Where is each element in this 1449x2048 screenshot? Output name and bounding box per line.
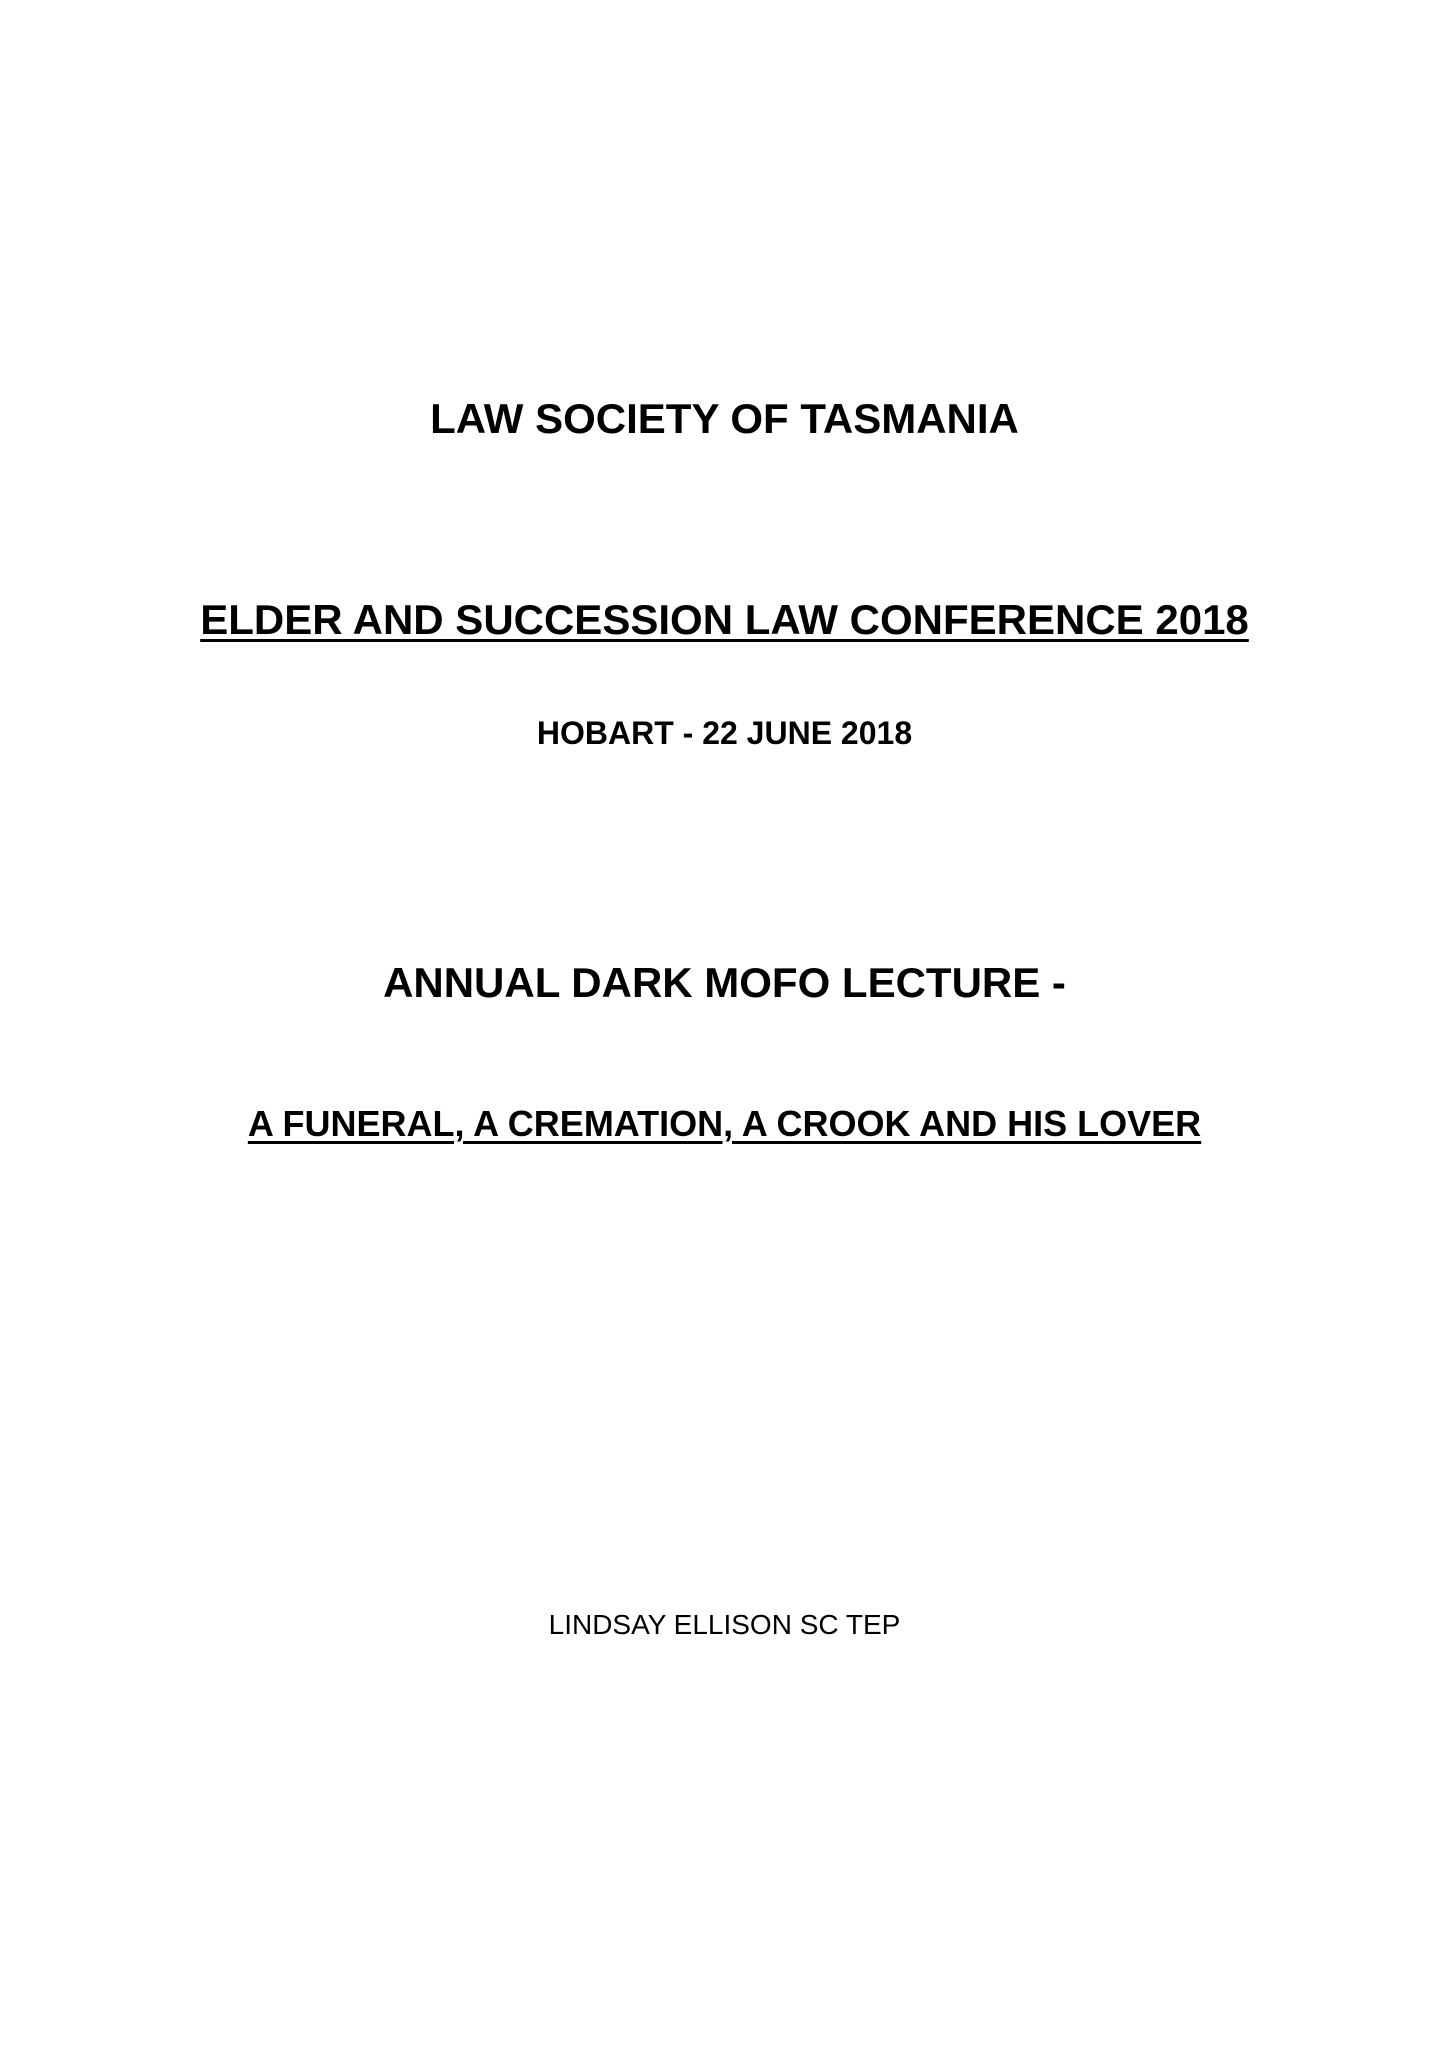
author-name: LINDSAY ELLISON SC TEP (548, 1609, 901, 1640)
lecture-title: ANNUAL DARK MOFO LECTURE - (383, 959, 1066, 1006)
lecture-subtitle: A FUNERAL, A CREMATION, A CROOK AND HIS LOVER (247, 1103, 1202, 1144)
organization-title: LAW SOCIETY OF TASMANIA (430, 395, 1019, 442)
venue-date: HOBART - 22 JUNE 2018 (536, 715, 913, 751)
conference-title: ELDER AND SUCCESSION LAW CONFERENCE 2018 (200, 596, 1249, 643)
